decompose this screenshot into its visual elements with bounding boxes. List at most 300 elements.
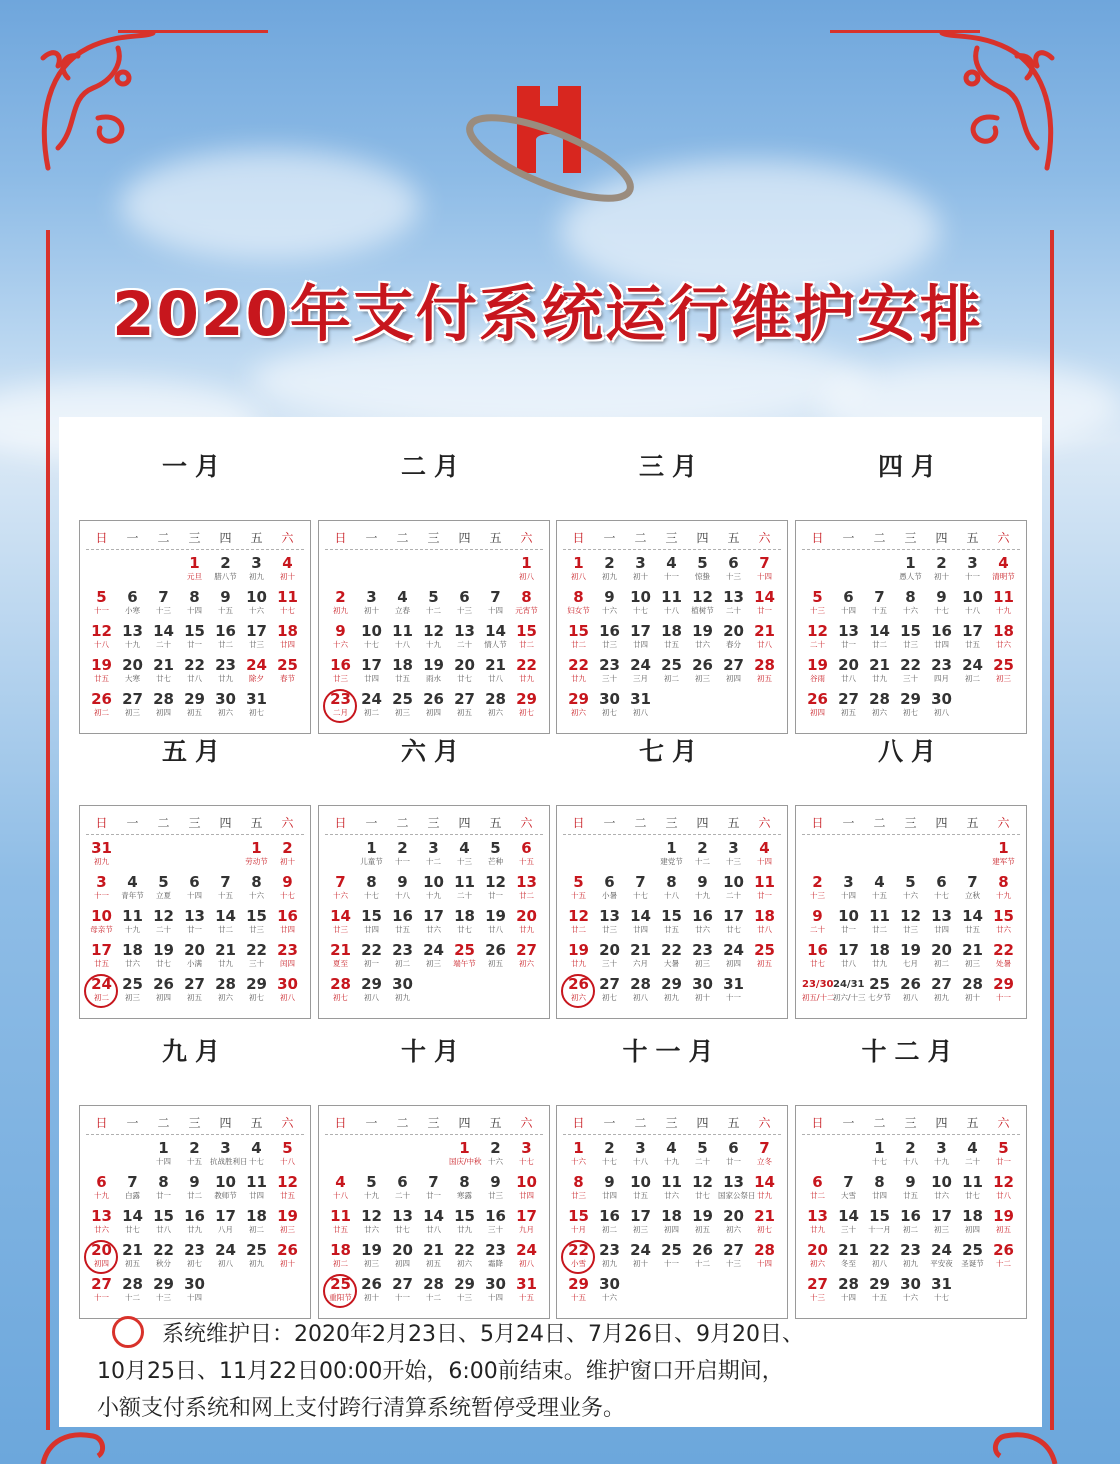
- lunar-label: 初九: [602, 572, 617, 581]
- day-number: 15: [568, 1207, 589, 1225]
- lunar-label: 廿八: [757, 925, 772, 934]
- day-number: 1: [251, 839, 262, 857]
- header-divider: [802, 549, 1020, 550]
- lunar-label: 大雪: [841, 1191, 856, 1200]
- day-cell: [749, 1208, 780, 1241]
- day-number: 7: [874, 588, 885, 606]
- day-cell: [418, 1276, 449, 1309]
- lunar-label: 廿二: [872, 925, 887, 934]
- day-number: 23: [330, 690, 351, 708]
- day-number: 17: [246, 622, 267, 640]
- day-number: 3: [366, 588, 377, 606]
- day-cell: [718, 942, 749, 975]
- day-cell: [802, 874, 833, 907]
- lunar-label: 廿四: [633, 925, 648, 934]
- day-number: 21: [485, 656, 506, 674]
- day-cell: [895, 1208, 926, 1241]
- weekday-label: 四: [458, 816, 471, 830]
- day-number: 15: [246, 907, 267, 925]
- header-divider: [86, 549, 304, 550]
- day-cell: [241, 874, 272, 907]
- lunar-label: 初六/十三: [833, 993, 866, 1002]
- day-cell: [86, 976, 117, 1009]
- day-number: 31: [246, 690, 267, 708]
- day-number: 28: [330, 975, 351, 993]
- day-number: 11: [661, 1173, 682, 1191]
- day-cell: [387, 942, 418, 975]
- day-number: 2: [604, 1139, 615, 1157]
- weekday-label: 三: [665, 816, 678, 830]
- lunar-label: 十四: [841, 1293, 856, 1302]
- lunar-label: 冬至: [841, 1259, 856, 1268]
- lunar-label: 夏至: [333, 959, 348, 968]
- day-cell: [511, 657, 542, 690]
- day-number: 30: [692, 975, 713, 993]
- day-number: 12: [91, 622, 112, 640]
- day-number: 8: [573, 588, 584, 606]
- day-cell: [117, 657, 148, 690]
- lunar-label: 十六: [571, 1157, 586, 1166]
- day-number: 15: [568, 622, 589, 640]
- weekday-label: 日: [95, 531, 108, 545]
- day-number: 27: [723, 1241, 744, 1259]
- lunar-label: 廿二: [218, 640, 233, 649]
- day-cell: [864, 589, 895, 622]
- cloud: [120, 150, 420, 260]
- day-cell: [241, 589, 272, 622]
- day-cell: [957, 976, 988, 1009]
- lunar-label: 十九: [125, 925, 140, 934]
- day-number: 12: [361, 1207, 382, 1225]
- lunar-label: 初三: [125, 993, 140, 1002]
- day-number: 31: [723, 975, 744, 993]
- day-number: 11: [277, 588, 298, 606]
- day-cell: [449, 1174, 480, 1207]
- day-cell: [325, 874, 356, 907]
- day-cell: [210, 691, 241, 724]
- day-cell: [148, 874, 179, 907]
- lunar-label: 十一: [94, 891, 109, 900]
- lunar-label: 廿三: [488, 1191, 503, 1200]
- weekday-label: 三: [665, 1116, 678, 1130]
- day-number: 17: [838, 941, 859, 959]
- lunar-label: 十七: [633, 891, 648, 900]
- day-cell: [148, 691, 179, 724]
- day-number: 27: [838, 690, 859, 708]
- lunar-label: 初七: [249, 993, 264, 1002]
- lunar-label: 廿九: [457, 1225, 472, 1234]
- day-number: 19: [568, 941, 589, 959]
- day-number: 1: [666, 839, 677, 857]
- day-cell: [449, 691, 480, 724]
- day-cell: [988, 589, 1019, 622]
- day-number: 27: [454, 690, 475, 708]
- month-calendar: [795, 520, 1027, 734]
- day-number: 12: [900, 907, 921, 925]
- day-cell: [480, 942, 511, 975]
- day-cell: [563, 1208, 594, 1241]
- day-cell: [148, 976, 179, 1009]
- day-number: 23: [277, 941, 298, 959]
- lunar-label: 教师节: [214, 1191, 237, 1200]
- day-cell: [418, 908, 449, 941]
- weekday-label: 一: [126, 1116, 139, 1130]
- lunar-label: 十一: [965, 572, 980, 581]
- lunar-label: 初七: [757, 1225, 772, 1234]
- day-cell: [511, 840, 542, 873]
- day-number: 18: [277, 622, 298, 640]
- day-number: 30: [599, 690, 620, 708]
- day-number: 24: [630, 656, 651, 674]
- day-number: 22: [993, 941, 1014, 959]
- day-cell: [895, 657, 926, 690]
- day-number: 10: [630, 588, 651, 606]
- weekday-header: [80, 814, 310, 834]
- lunar-label: 廿五: [395, 925, 410, 934]
- lunar-label: 十三: [810, 891, 825, 900]
- lunar-label: 廿六: [695, 925, 710, 934]
- day-number: 8: [905, 588, 916, 606]
- day-number: 28: [423, 1275, 444, 1293]
- day-cell: [356, 908, 387, 941]
- day-number: 2: [490, 1139, 501, 1157]
- lunar-label: 初四: [965, 1225, 980, 1234]
- day-number: 11: [246, 1173, 267, 1191]
- lunar-label: 三十: [602, 959, 617, 968]
- lunar-label: 十七: [934, 891, 949, 900]
- lunar-label: 廿七: [156, 674, 171, 683]
- day-cell: [625, 976, 656, 1009]
- day-cell: [833, 976, 864, 1009]
- day-cell: [325, 1242, 356, 1275]
- day-cell: [387, 908, 418, 941]
- weekday-label: 一: [365, 816, 378, 830]
- day-cell: [511, 1140, 542, 1173]
- day-number: 9: [490, 1173, 501, 1191]
- lunar-label: 廿七: [695, 1191, 710, 1200]
- lunar-label: 七夕节: [868, 993, 891, 1002]
- header-divider: [563, 834, 781, 835]
- day-cell: [687, 1208, 718, 1241]
- day-cell: [926, 657, 957, 690]
- weekday-label: 日: [572, 531, 585, 545]
- lunar-label: 廿三: [333, 674, 348, 683]
- day-number: 16: [184, 1207, 205, 1225]
- day-number: 18: [454, 907, 475, 925]
- day-cell: [272, 589, 303, 622]
- day-cell: [594, 1242, 625, 1275]
- day-number: 12: [568, 907, 589, 925]
- day-number: 2: [812, 873, 823, 891]
- day-cell: [563, 589, 594, 622]
- lunar-label: 廿五: [664, 640, 679, 649]
- day-cell: [356, 976, 387, 1009]
- day-cell: [718, 874, 749, 907]
- month-title: 十二月: [861, 1037, 961, 1066]
- day-number: 22: [568, 1241, 589, 1259]
- day-number: 25: [277, 656, 298, 674]
- day-number: 22: [153, 1241, 174, 1259]
- weekday-label: 一: [842, 816, 855, 830]
- day-cell: [148, 657, 179, 690]
- lunar-label: 初六: [457, 1259, 472, 1268]
- weekday-label: 日: [334, 531, 347, 545]
- day-cell: [957, 657, 988, 690]
- weekday-label: 二: [634, 1116, 647, 1130]
- lunar-label: 廿七: [457, 925, 472, 934]
- lunar-label: 十一: [94, 1293, 109, 1302]
- day-number: 18: [661, 1207, 682, 1225]
- day-number: 20: [599, 941, 620, 959]
- day-cell: [480, 1174, 511, 1207]
- lunar-label: 初九: [395, 993, 410, 1002]
- day-number: 27: [599, 975, 620, 993]
- day-number: 25: [661, 1241, 682, 1259]
- lunar-label: 十七: [602, 1157, 617, 1166]
- day-cell: [210, 1139, 248, 1173]
- header-divider: [802, 1134, 1020, 1135]
- day-cell: [833, 1174, 864, 1207]
- day-number: 23: [692, 941, 713, 959]
- day-number: 31: [516, 1275, 537, 1293]
- lunar-label: 妇女节: [567, 606, 590, 615]
- day-cell: [957, 1174, 988, 1207]
- day-number: 1: [189, 554, 200, 572]
- day-cell: [656, 623, 687, 656]
- lunar-label: 初八: [934, 708, 949, 717]
- day-number: 6: [812, 1173, 823, 1191]
- day-number: 29: [246, 975, 267, 993]
- lunar-label: 初十: [965, 993, 980, 1002]
- day-cell: [480, 1276, 511, 1309]
- weekday-label: 五: [727, 531, 740, 545]
- weekday-label: 五: [250, 816, 263, 830]
- weekday-label: 一: [603, 531, 616, 545]
- lunar-label: 雨水: [426, 674, 441, 683]
- lunar-label: 初二: [94, 993, 109, 1002]
- lunar-label: 廿九: [218, 674, 233, 683]
- day-cell: [325, 623, 356, 656]
- day-cell: [86, 908, 117, 941]
- lunar-label: 廿七: [395, 1225, 410, 1234]
- day-cell: [272, 874, 303, 907]
- day-number: 17: [962, 622, 983, 640]
- lunar-label: 立秋: [965, 891, 980, 900]
- day-cell: [449, 623, 480, 656]
- day-number: 29: [869, 1275, 890, 1293]
- lunar-label: 初九: [903, 1259, 918, 1268]
- maintenance-day-circle: [561, 1240, 595, 1274]
- day-number: 4: [127, 873, 138, 891]
- day-number: 17: [215, 1207, 236, 1225]
- weekday-header: [796, 1114, 1026, 1134]
- day-number: 30: [277, 975, 298, 993]
- day-cell: [511, 589, 542, 622]
- lunar-label: 霜降: [488, 1259, 503, 1268]
- day-cell: [387, 589, 418, 622]
- month-title: 四月: [877, 452, 944, 481]
- day-cell: [594, 1140, 625, 1173]
- day-number: 16: [215, 622, 236, 640]
- day-number: 26: [361, 1275, 382, 1293]
- day-cell: [356, 1242, 387, 1275]
- lunar-label: 三十: [249, 959, 264, 968]
- lunar-label: 母亲节: [90, 925, 113, 934]
- lunar-label: 十七: [633, 606, 648, 615]
- day-cell: [802, 1276, 833, 1309]
- day-number: 12: [485, 873, 506, 891]
- lunar-label: 初二: [903, 1225, 918, 1234]
- day-cell: [241, 1208, 272, 1241]
- day-cell: [480, 1208, 511, 1241]
- day-cell: [718, 1140, 749, 1173]
- lunar-label: 十三: [156, 1293, 171, 1302]
- day-number: 1: [521, 554, 532, 572]
- lunar-label: 十六: [903, 891, 918, 900]
- lunar-label: 情人节: [484, 640, 507, 649]
- lunar-label: 十二: [426, 606, 441, 615]
- weekday-label: 二: [396, 1116, 409, 1130]
- day-cell: [957, 1208, 988, 1241]
- lunar-label: 初二: [364, 708, 379, 717]
- weekday-header: [319, 814, 549, 834]
- day-number: 4: [998, 554, 1009, 572]
- day-cell: [511, 1276, 542, 1309]
- day-number: 24: [962, 656, 983, 674]
- lunar-label: 十八: [903, 1157, 918, 1166]
- lunar-label: 初三: [934, 1225, 949, 1234]
- lunar-label: 廿七: [726, 925, 741, 934]
- lunar-label: 十八: [664, 891, 679, 900]
- day-number: 16: [931, 622, 952, 640]
- day-number: 8: [366, 873, 377, 891]
- lunar-label: 十二: [996, 1259, 1011, 1268]
- lunar-label: 十四: [841, 891, 856, 900]
- lunar-label: 十一: [664, 572, 679, 581]
- day-number: 26: [993, 1241, 1014, 1259]
- lunar-label: 二十: [457, 640, 472, 649]
- day-cell: [480, 691, 511, 724]
- day-cell: [179, 1174, 210, 1207]
- lunar-label: 廿九: [187, 1225, 202, 1234]
- header-divider: [325, 1134, 543, 1135]
- lunar-label: 十六: [249, 891, 264, 900]
- day-number: 21: [423, 1241, 444, 1259]
- day-cell: [802, 976, 833, 1009]
- day-cell: [117, 623, 148, 656]
- day-cell: [86, 589, 117, 622]
- weekday-label: 六: [758, 531, 771, 545]
- lunar-label: 初六: [571, 993, 586, 1002]
- day-cell: [480, 1140, 511, 1173]
- day-cell: [594, 555, 625, 588]
- lunar-label: 廿一: [841, 640, 856, 649]
- day-cell: [895, 691, 926, 724]
- day-number: 22: [246, 941, 267, 959]
- day-cell: [356, 623, 387, 656]
- day-number: 29: [993, 975, 1014, 993]
- lunar-label: 初九: [602, 1259, 617, 1268]
- day-cell: [749, 1140, 780, 1173]
- lunar-label: 十四: [757, 1259, 772, 1268]
- lunar-label: 初八: [519, 1259, 534, 1268]
- weekday-label: 五: [966, 816, 979, 830]
- day-cell: [988, 1174, 1019, 1207]
- lunar-label: 廿四: [602, 1191, 617, 1200]
- day-cell: [594, 908, 625, 941]
- day-number: 28: [754, 1241, 775, 1259]
- lunar-label: 二十: [810, 640, 825, 649]
- weekday-header: [319, 1114, 549, 1134]
- lunar-label: 十七: [280, 891, 295, 900]
- lunar-label: 廿八: [841, 959, 856, 968]
- day-number: 16: [485, 1207, 506, 1225]
- lunar-label: 初八: [364, 993, 379, 1002]
- weekday-label: 三: [188, 816, 201, 830]
- lunar-label: 十二: [125, 1293, 140, 1302]
- day-number: 24: [516, 1241, 537, 1259]
- lunar-label: 初十: [364, 1293, 379, 1302]
- weekday-label: 五: [727, 816, 740, 830]
- lunar-label: 廿六: [996, 640, 1011, 649]
- day-cell: [179, 1276, 210, 1309]
- lunar-label: 初五: [125, 1259, 140, 1268]
- lunar-label: 十七: [364, 640, 379, 649]
- lunar-label: 七月: [903, 959, 918, 968]
- weekday-label: 四: [696, 816, 709, 830]
- day-number: 15: [361, 907, 382, 925]
- day-cell: [802, 1174, 833, 1207]
- day-cell: [926, 555, 957, 588]
- day-cell: [148, 942, 179, 975]
- lunar-label: 初七: [602, 993, 617, 1002]
- day-cell: [864, 1276, 895, 1309]
- day-number: 6: [459, 588, 470, 606]
- day-number: 22: [361, 941, 382, 959]
- day-number: 9: [220, 588, 231, 606]
- day-cell: [749, 555, 780, 588]
- day-cell: [656, 555, 687, 588]
- day-cell: [272, 657, 303, 690]
- weekday-label: 五: [250, 531, 263, 545]
- day-cell: [179, 691, 210, 724]
- lunar-label: 初五/十二: [802, 993, 835, 1002]
- lunar-label: 廿四: [249, 1191, 264, 1200]
- day-cell: [449, 840, 480, 873]
- day-number: 21: [754, 622, 775, 640]
- day-cell: [563, 691, 594, 724]
- lunar-label: 十四: [187, 1293, 202, 1302]
- lunar-label: 二十: [695, 1157, 710, 1166]
- lunar-label: 立春: [395, 606, 410, 615]
- day-cell: [241, 908, 272, 941]
- day-cell: [718, 623, 749, 656]
- lunar-label: 十七: [934, 606, 949, 615]
- weekday-label: 二: [873, 1116, 886, 1130]
- day-cell: [272, 623, 303, 656]
- lunar-label: 十九: [664, 1157, 679, 1166]
- day-cell: [325, 1174, 356, 1207]
- day-number: 8: [666, 873, 677, 891]
- lunar-label: 清明节: [992, 572, 1015, 581]
- day-number: 17: [516, 1207, 537, 1225]
- lunar-label: 初四: [726, 674, 741, 683]
- day-cell: [833, 1276, 864, 1309]
- day-number: 14: [630, 907, 651, 925]
- lunar-label: 大暑: [664, 959, 679, 968]
- day-number: 27: [184, 975, 205, 993]
- lunar-label: 十七: [934, 1293, 949, 1302]
